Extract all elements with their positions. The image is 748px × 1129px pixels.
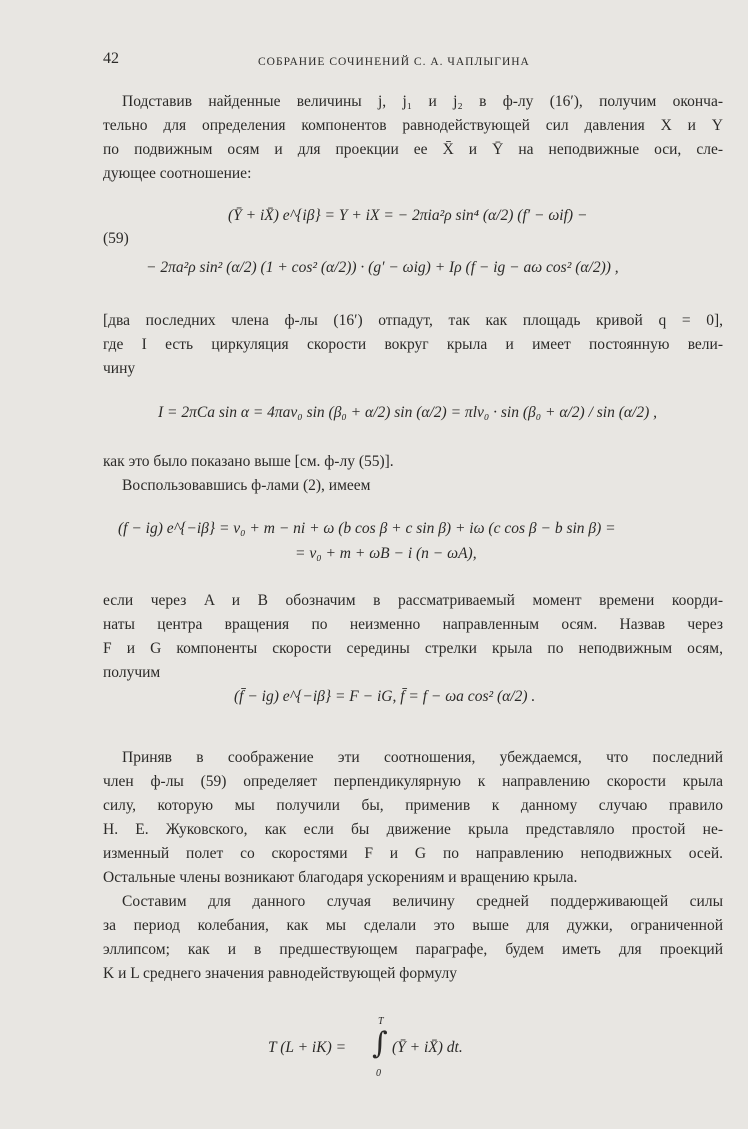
para5-line: Остальные члены возникают благодаря ускорениям и вращению крыла. [103, 869, 578, 886]
equation-59-line1: (Ȳ + iX̄) e^{iβ} = Y + iX = − 2πia²ρ sin⁴ (α/2) (f′ − ωif) − [228, 207, 588, 224]
para4-line: наты центра вращения по неизменно направленным осям. Назвав через [103, 616, 723, 633]
integral-lower-limit: 0 [376, 1068, 381, 1079]
page-number: 42 [103, 50, 119, 67]
para5-line: Н. Е. Жуковского, как если бы движение крыла представляло простой не- [103, 821, 723, 838]
para1-line: по подвижным осям и для проекции ее X̄ и Ȳ на неподвижные оси, сле- [103, 141, 723, 158]
para6-line: K и L среднего значения равнодействующей формулу [103, 965, 457, 982]
equation-circulation: I = 2πCa sin α = 4πav₀ sin (β₀ + α/2) sin (α/2) = πlv₀ · sin (β₀ + α/2) / sin (α/2) , [158, 404, 657, 421]
para4-line: получим [103, 664, 161, 681]
para2-line: где I есть циркуляция скорости вокруг крыла и имеет постоянную вели- [103, 336, 723, 353]
para5-line: силу, которую мы получили бы, применив к данному случаю правило [103, 797, 723, 814]
equation-F-G: (f̄ − ig) e^{−iβ} = F − iG, f̄ = f − ωa cos² (α/2) . [234, 688, 536, 705]
para5-line: член ф-лы (59) определяет перпендикулярную к направлению скорости крыла [103, 773, 723, 790]
para6-line: эллипсом; как и в предшествующем параграфе, будем иметь для проекций [103, 941, 723, 958]
para2-line: чину [103, 360, 136, 377]
para4-line: F и G компоненты скорости середины стрелки крыла по неподвижным осям, [103, 640, 723, 657]
running-title: СОБРАНИЕ СОЧИНЕНИЙ С. А. ЧАПЛЫГИНА [258, 56, 530, 68]
para5-line: Приняв в соображение эти соотношения, убеждаемся, что последний [122, 749, 723, 766]
para3-line: как это было показано выше [см. ф-лу (55)]. [103, 453, 394, 470]
equation-number: (59) [103, 230, 129, 247]
equation-velocity-line1: (f − ig) e^{−iβ} = v₀ + m − ni + ω (b cos β + c sin β) + iω (c cos β − b sin β) = [118, 520, 616, 537]
equation-59-line2: − 2πa²ρ sin² (α/2) (1 + cos² (α/2)) · (g′ − ωig) + Iρ (f − ig − aω cos² (α/2)) , [146, 259, 619, 276]
para2-line: [два последних члена ф-лы (16′) отпадут, так как площадь кривой q = 0], [103, 312, 723, 329]
equation-velocity-line2: = v₀ + m + ωB − i (n − ωA), [295, 545, 477, 562]
para4-line: если через A и B обозначим в рассматриваемый момент времени коорди- [103, 592, 723, 609]
integral-upper-limit: T [378, 1016, 384, 1027]
para5-line: изменный полет со скоростями F и G по направлению неподвижных осей. [103, 845, 723, 862]
para6-line: за период колебания, как мы сделали это выше для дужки, ограниченной [103, 917, 723, 934]
integral-lhs: T (L + iK) = [268, 1039, 347, 1056]
integral-integrand: (Ȳ + iX̄) dt. [392, 1039, 463, 1056]
para3-line: Воспользовавшись ф-лами (2), имеем [122, 477, 371, 494]
para1-line: тельно для определения компонентов равнодействующей сил давления X и Y [103, 117, 723, 134]
para6-line: Составим для данного случая величину средней поддерживающей силы [122, 893, 723, 910]
para1-line: дующее соотношение: [103, 165, 252, 182]
para1-line: Подставив найденные величины j, j₁ и j₂ в ф-лу (16′), получим оконча- [122, 93, 723, 110]
integral-sign-icon: ∫ [372, 1026, 388, 1061]
